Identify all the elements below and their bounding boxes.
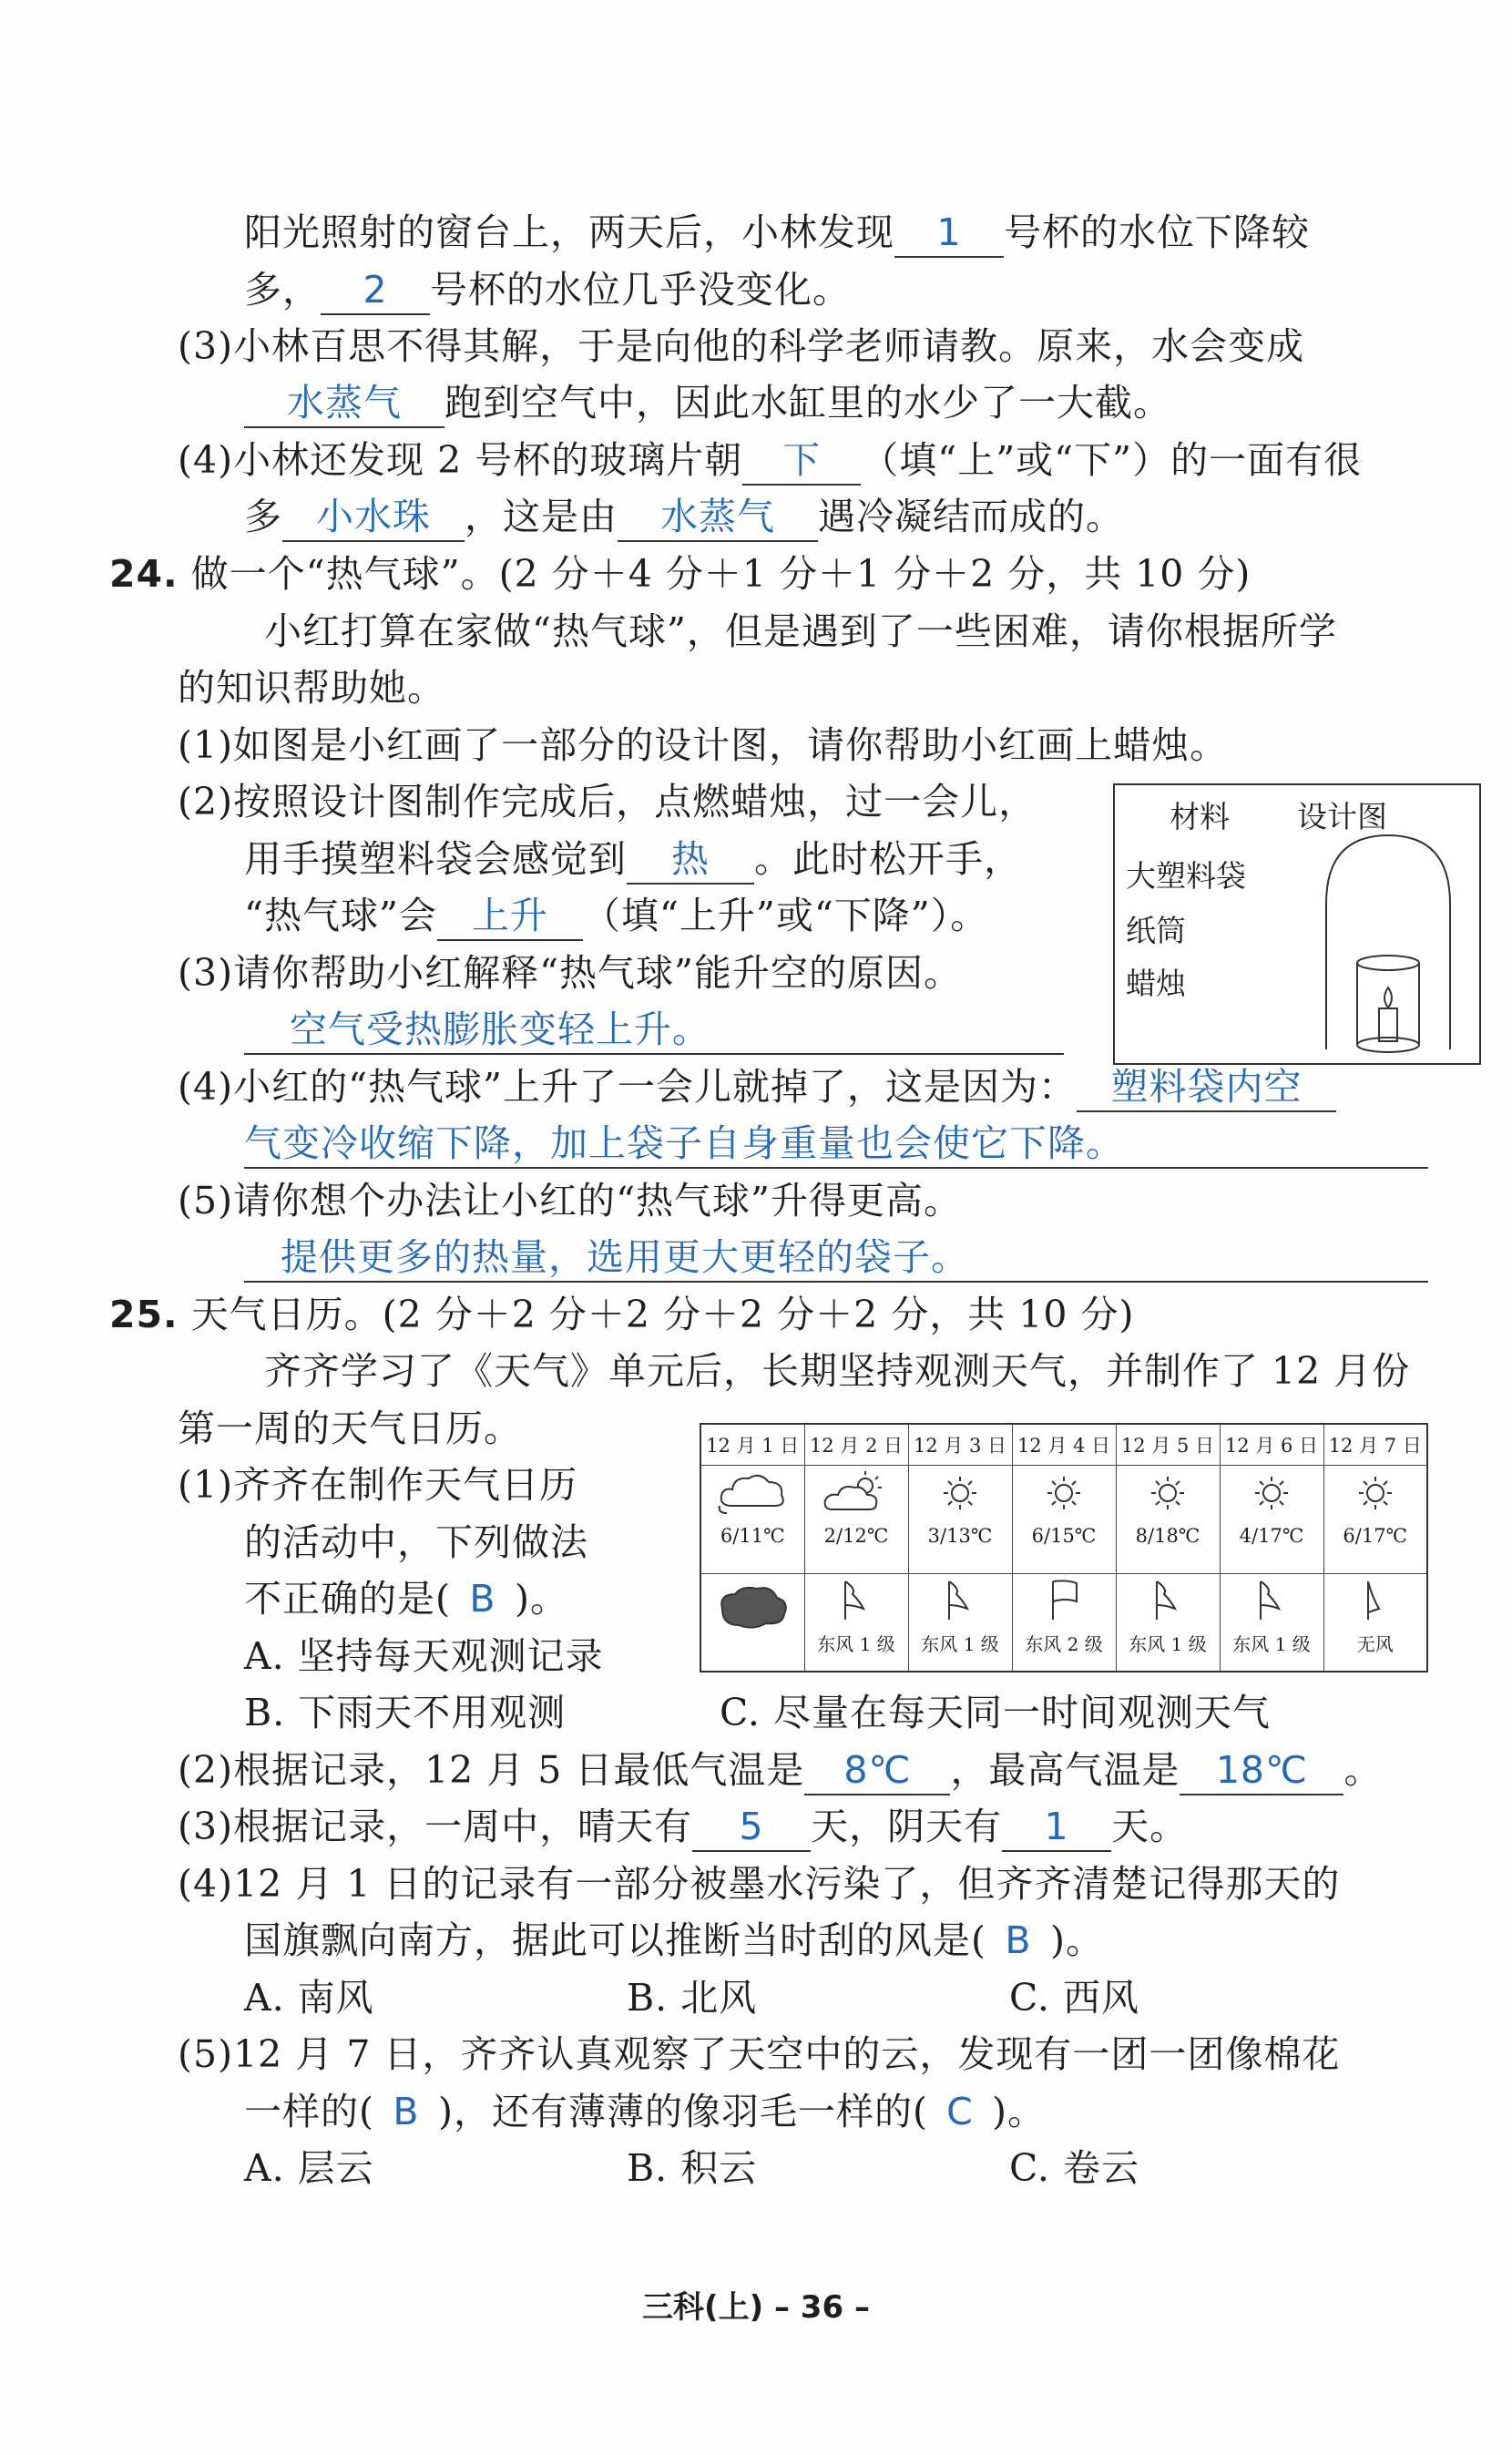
wind-row — [700, 1574, 1427, 1672]
option-b: B. 下雨天不用观测 — [244, 1691, 567, 1734]
answer-blank[interactable]: 气变冷收缩下降，加上袋子自身重量也会使它下降。 — [244, 1120, 1428, 1169]
q25-part5: (5)12 月 7 日，齐齐认真观察了天空中的云，发现有一团一团像棉花 — [178, 2032, 1341, 2076]
date-cell: 12 月 2 日 — [804, 1424, 908, 1466]
answer-blank[interactable]: 2 — [321, 266, 430, 315]
temp-range: 4/17℃ — [1239, 1525, 1304, 1547]
temp-range: 6/17℃ — [1343, 1525, 1408, 1547]
q24-part4-line2 — [244, 1116, 1428, 1171]
partly-cloudy-icon — [820, 1466, 893, 1519]
flag-icon — [1244, 1574, 1299, 1625]
answer-blank[interactable]: 18℃ — [1180, 1746, 1343, 1795]
temp-range: 2/12℃ — [823, 1525, 889, 1547]
q23-part3: (3)小林百思不得其解，于是向他的科学老师请教。原来，水会变成 — [178, 324, 1305, 368]
sky-cell — [1116, 1466, 1220, 1574]
answer-blank[interactable]: 塑料袋内空 — [1077, 1063, 1336, 1112]
q25-part5-line2: 一样的( B )，还有薄薄的像羽毛一样的( C )。 — [244, 2084, 1046, 2139]
q25-heading: 25. 天气日历。(2 分＋2 分＋2 分＋2 分＋2 分，共 10 分) — [109, 1293, 1135, 1336]
sunny-icon — [1339, 1466, 1412, 1519]
q24-part2-line2: 用手摸塑料袋会感觉到 热 。此时松开手， — [244, 832, 1022, 886]
date-cell: 12 月 4 日 — [1012, 1424, 1116, 1466]
q25-p4-option-c: C. 西风 — [1009, 1976, 1139, 2020]
q25-part1-line2: 的活动中，下列做法 — [244, 1520, 588, 1564]
answer-blank[interactable]: 提供更多的热量，选用更大更轻的袋子。 — [244, 1233, 1428, 1283]
date-cell: 12 月 6 日 — [1220, 1424, 1323, 1466]
q24-part2-line3: “热气球”会 上升 （填“上升”或“下降”）。 — [244, 888, 988, 943]
temp-range: 3/13℃ — [927, 1525, 993, 1547]
q25-part4-line2: 国旗飘向南方，据此可以推断当时刮的风是( B )。 — [244, 1913, 1104, 1968]
q24-part2: (2)按照设计图制作完成后，点燃蜡烛，过一会儿， — [178, 780, 1037, 823]
q25-part1-line3: 不正确的是( B )。 — [244, 1571, 568, 1626]
figure-header-design: 设计图 — [1297, 799, 1387, 834]
temp-range: 6/11℃ — [720, 1525, 785, 1547]
flag-icon — [1140, 1574, 1195, 1625]
wind-cell — [804, 1574, 908, 1672]
q24-part5-answer-line — [244, 1230, 1428, 1284]
balloon-drawing — [1115, 785, 1479, 1063]
answer-blank[interactable]: 下 — [742, 436, 861, 486]
q25-part4: (4)12 月 1 日的记录有一部分被墨水污染了，但齐齐清楚记得那天的 — [178, 1862, 1341, 1906]
wind-cell — [1220, 1574, 1323, 1672]
date-cell: 12 月 7 日 — [1323, 1424, 1427, 1466]
sky-cell — [700, 1466, 804, 1574]
wind-label: 东风 2 级 — [1025, 1633, 1103, 1655]
q25-part2: (2)根据记录，12 月 5 日最低气温是 8℃ ，最高气温是 18℃ 。 — [178, 1743, 1382, 1797]
answer-blank[interactable]: 5 — [692, 1803, 811, 1852]
option-a: A. 坚持每天观测记录 — [244, 1634, 604, 1678]
q23-part4-line2: 多 小水珠 ，这是由 水蒸气 遇冷凝结而成的。 — [244, 489, 1124, 544]
temp-range: 6/15℃ — [1031, 1525, 1097, 1547]
table-header-row — [700, 1424, 1427, 1466]
wind-cell — [1116, 1574, 1220, 1672]
q24-part3: (3)请你帮助小红解释“热气球”能升空的原因。 — [178, 951, 962, 995]
q25-part3: (3)根据记录，一周中，晴天有 5 天，阴天有 1 天。 — [178, 1799, 1188, 1854]
page-footer: 三科(上) – 36 – — [642, 2289, 870, 2326]
flag-icon — [829, 1574, 884, 1625]
wind-cell — [908, 1574, 1012, 1672]
answer-blank[interactable]: 8℃ — [804, 1746, 950, 1795]
q25-intro-2: 第一周的天气日历。 — [178, 1407, 522, 1450]
q23-part3-line2: 水蒸气 跑到空气中，因此水缸里的水少了一大截。 — [244, 375, 1171, 430]
wind-label: 东风 1 级 — [1232, 1633, 1311, 1655]
answer-blank[interactable]: 1 — [894, 209, 1004, 258]
weather-calendar-table — [700, 1423, 1428, 1672]
answer-blank[interactable]: 上升 — [437, 892, 583, 941]
q25-part1: (1)齐齐在制作天气日历 — [178, 1463, 578, 1507]
material-candle: 蜡烛 — [1126, 966, 1186, 1001]
question-number: 24. — [109, 552, 179, 596]
answer-blank[interactable]: 空气受热膨胀变轻上升。 — [244, 1006, 1064, 1055]
wind-label: 东风 1 级 — [817, 1633, 895, 1655]
q24-part4: (4)小红的“热气球”上升了一会儿就掉了，这是因为： 塑料袋内空 — [178, 1059, 1336, 1114]
wind-cell — [1012, 1574, 1116, 1672]
date-cell: 12 月 5 日 — [1116, 1424, 1220, 1466]
question-number: 25. — [109, 1293, 179, 1336]
q24-intro: 小红打算在家做“热气球”，但是遇到了一些困难，请你根据所学 — [264, 609, 1337, 653]
wind-cell — [1323, 1574, 1427, 1672]
cloudy-icon — [716, 1466, 789, 1519]
q24-heading: 24. 做一个“热气球”。(2 分＋4 分＋1 分＋1 分＋2 分，共 10 分) — [109, 552, 1251, 596]
answer-blank[interactable]: 水蒸气 — [244, 379, 444, 428]
answer-blank[interactable]: 小水珠 — [282, 493, 465, 542]
q25-p5-option-b: B. 积云 — [627, 2146, 758, 2190]
q24-part1: (1)如图是小红画了一部分的设计图，请你帮助小红画上蜡烛。 — [178, 723, 1229, 767]
answer-blank[interactable]: 热 — [627, 835, 754, 885]
sunny-icon — [924, 1466, 996, 1519]
sky-cell — [1323, 1466, 1427, 1574]
q25-p4-option-a: A. 南风 — [244, 1976, 374, 2020]
q23-line1: 阳光照射的窗台上，两天后，小林发现 1 号杯的水位下降较 — [244, 205, 1310, 260]
date-cell: 12 月 1 日 — [700, 1424, 804, 1466]
ink-stain-icon — [711, 1574, 793, 1638]
q24-part3-answer-line — [244, 1002, 1064, 1057]
sky-temp-row — [700, 1466, 1427, 1574]
answer-choice[interactable]: C — [946, 2090, 974, 2133]
answer-blank[interactable]: 水蒸气 — [618, 493, 818, 542]
sunny-icon — [1131, 1466, 1204, 1519]
design-figure — [1113, 783, 1481, 1065]
sunny-icon — [1235, 1466, 1308, 1519]
wind-label: 东风 1 级 — [921, 1633, 999, 1655]
sky-cell — [908, 1466, 1012, 1574]
q25-intro: 齐齐学习了《天气》单元后，长期坚持观测天气，并制作了 12 月份 — [264, 1349, 1411, 1393]
material-bag: 大塑料袋 — [1126, 858, 1246, 894]
answer-choice[interactable]: B — [393, 2090, 420, 2133]
temp-range: 8/18℃ — [1135, 1525, 1200, 1547]
answer-blank[interactable]: 1 — [1002, 1803, 1111, 1852]
q25-p5-option-a: A. 层云 — [244, 2146, 374, 2190]
material-tube: 纸筒 — [1126, 913, 1186, 948]
sky-cell — [1220, 1466, 1323, 1574]
q23-line2: 多， 2 号杯的水位几乎没变化。 — [244, 262, 851, 317]
flag-icon — [1348, 1574, 1403, 1625]
q24-intro-2: 的知识帮助她。 — [178, 666, 445, 710]
sunny-icon — [1027, 1466, 1100, 1519]
q23-part4: (4)小林还发现 2 号杯的玻璃片朝 下 （填“上”或“下”）的一面有很 — [178, 433, 1362, 487]
wind-cell — [700, 1574, 804, 1672]
q24-part5: (5)请你想个办法让小红的“热气球”升得更高。 — [178, 1179, 962, 1222]
wind-label: 东风 1 级 — [1129, 1633, 1207, 1655]
sky-cell — [804, 1466, 908, 1574]
q25-p4-option-b: B. 北风 — [627, 1976, 758, 2020]
answer-choice[interactable]: B — [1005, 1918, 1032, 1962]
option-c: C. 尽量在每天同一时间观测天气 — [720, 1691, 1271, 1734]
answer-choice[interactable]: B — [469, 1577, 496, 1621]
sky-cell — [1012, 1466, 1116, 1574]
figure-header-materials: 材料 — [1170, 799, 1230, 834]
flag-icon — [1037, 1574, 1091, 1625]
wind-label: 无风 — [1356, 1633, 1394, 1655]
date-cell: 12 月 3 日 — [908, 1424, 1012, 1466]
q25-p5-option-c: C. 卷云 — [1009, 2146, 1139, 2190]
flag-icon — [933, 1574, 987, 1625]
